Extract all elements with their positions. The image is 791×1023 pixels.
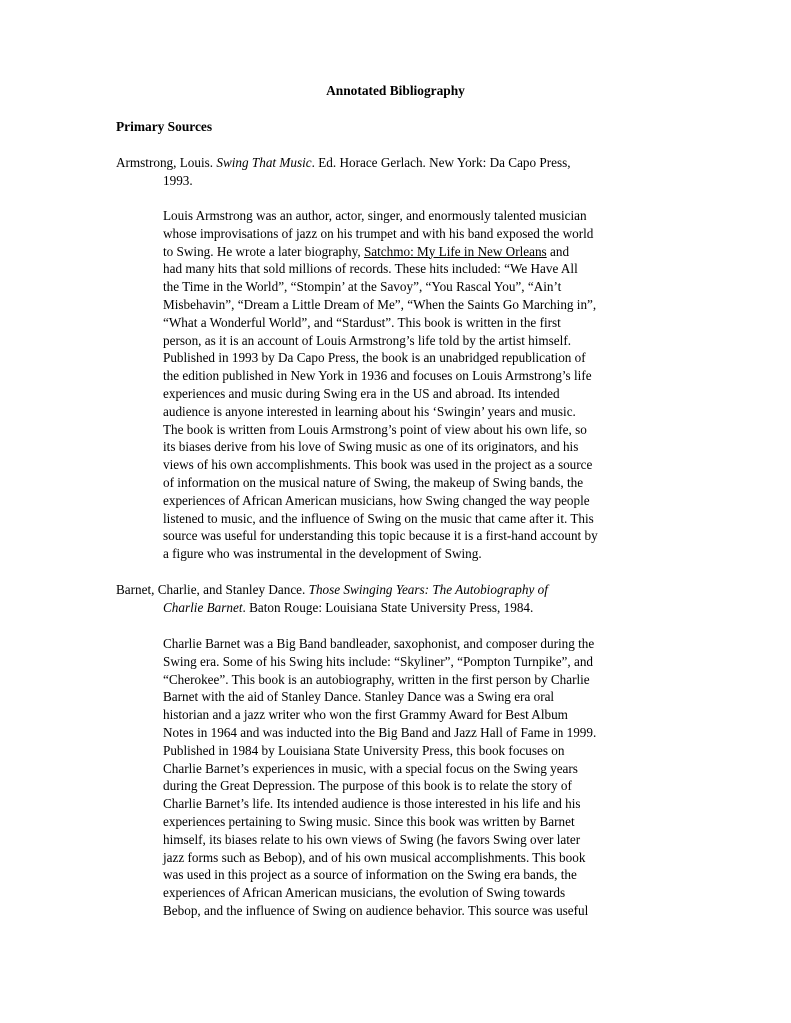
annotation-line: person, as it is an account of Louis Armstrong’s life told by the artist himself. <box>163 332 572 348</box>
annotation-line: Louis Armstrong was an author, actor, singer, and enormously talented musician <box>163 208 587 223</box>
annotation-armstrong <box>163 207 683 563</box>
annotation-line: Published in 1984 by Louisiana State University Press, this book focuses on <box>163 742 565 758</box>
annotation-line: Charlie Barnet’s experiences in music, with a special focus on the Swing years <box>163 760 578 776</box>
citation-line <box>116 581 676 599</box>
citation-line: 1993. <box>163 173 193 188</box>
annotation-line: Misbehavin”, “Dream a Little Dream of Me”, “When the Saints Go Marching in”, <box>163 296 597 312</box>
annotation-line: Barnet with the aid of Stanley Dance. Stanley Dance was a Swing era oral <box>163 689 555 705</box>
citation-work-title: Swing That Music <box>216 155 312 170</box>
annotation-line: experiences of African American musicians, how Swing changed the way people <box>163 492 590 508</box>
annotation-text: and <box>546 243 570 259</box>
annotation-line: Charlie Barnet was a Big Band bandleader, saxophonist, and composer during the <box>163 636 595 651</box>
annotation-line: “Cherokee”. This book is an autobiography, written in the first person by Charlie <box>163 671 590 687</box>
annotation-line: views of his own accomplishments. This book was used in the project as a source <box>163 457 593 473</box>
annotation-line: himself, its biases relate to his own views of Swing (he favors Swing over later <box>163 831 581 847</box>
citation-work-title: Charlie Barnet <box>163 600 243 615</box>
annotation-line: its biases derive from his love of Swing music as one of its originators, and his <box>163 439 579 455</box>
citation-work-title: Those Swinging Years: The Autobiography of <box>308 582 548 597</box>
document-title: Annotated Bibliography <box>326 83 465 98</box>
annotation-line: of information on the musical nature of Swing, the makeup of Swing bands, the <box>163 474 584 490</box>
annotation-line: during the Great Depression. The purpose of this book is to relate the story of <box>163 778 572 794</box>
annotation-line: “What a Wonderful World”, and “Stardust”. This book is written in the first <box>163 314 561 330</box>
annotation-line: whose improvisations of jazz on his trumpet and with his band exposed the world <box>163 225 594 241</box>
annotation-line: Bebop, and the influence of Swing on audience behavior. This source was useful <box>163 902 589 918</box>
annotation-line: was used in this project as a source of information on the Swing era bands, the <box>163 867 577 883</box>
annotation-line: jazz forms such as Bebop), and of his own musical accomplishments. This book <box>163 849 586 865</box>
annotation-line: the edition published in New York in 1936 and focuses on Louis Armstrong’s life <box>163 368 592 384</box>
citation-line <box>116 599 676 617</box>
annotation-line: listened to music, and the influence of Swing on the music that came after it. This <box>163 510 594 526</box>
annotation-line: experiences and music during Swing era in the US and abroad. Its intended <box>163 385 560 401</box>
section-heading: Primary Sources <box>116 119 213 134</box>
citation-armstrong <box>116 154 676 190</box>
annotation-barnet <box>163 635 683 920</box>
annotation-line: Swing era. Some of his Swing hits include: “Skyliner”, “Pompton Turnpike”, and <box>163 653 594 669</box>
annotation-line: a figure who was instrumental in the development of Swing. <box>163 546 482 562</box>
annotation-line: the Time in the World”, “Stompin’ at the Savoy”, “You Rascal You”, “Ain’t <box>163 279 562 295</box>
annotation-line: The book is written from Louis Armstrong’s point of view about his own life, so <box>163 421 587 437</box>
annotation-line <box>163 243 683 261</box>
annotation-line: Notes in 1964 and was inducted into the Big Band and Jazz Hall of Fame in 1999. <box>163 724 597 740</box>
annotation-text: to Swing. He wrote a later biography, <box>163 243 364 259</box>
annotation-line: audience is anyone interested in learning about his ‘Swingin’ years and music. <box>163 403 576 419</box>
annotation-line: Charlie Barnet’s life. Its intended audience is those interested in his life and his <box>163 796 581 812</box>
citation-line <box>116 154 676 172</box>
citation-author: Barnet, Charlie, and Stanley Dance. <box>116 582 309 597</box>
citation-publication: . Ed. Horace Gerlach. New York: Da Capo Press, <box>311 155 571 170</box>
annotation-line: had many hits that sold millions of records. These hits included: “We Have All <box>163 261 578 277</box>
underlined-book-title: Satchmo: My Life in New Orleans <box>363 243 547 259</box>
annotation-line: historian and a jazz writer who won the first Grammy Award for Best Album <box>163 707 568 723</box>
annotation-line: experiences of African American musicians, the evolution of Swing towards <box>163 885 566 901</box>
annotation-line: Published in 1993 by Da Capo Press, the book is an unabridged republication of <box>163 350 586 366</box>
citation-barnet <box>116 581 676 617</box>
annotation-line: experiences pertaining to Swing music. Since this book was written by Barnet <box>163 813 575 829</box>
citation-author: Armstrong, Louis. <box>116 155 217 170</box>
annotation-line: source was useful for understanding this topic because it is a first-hand account by <box>163 528 598 544</box>
citation-publication: . Baton Rouge: Louisiana State University Press, 1984. <box>242 600 534 615</box>
